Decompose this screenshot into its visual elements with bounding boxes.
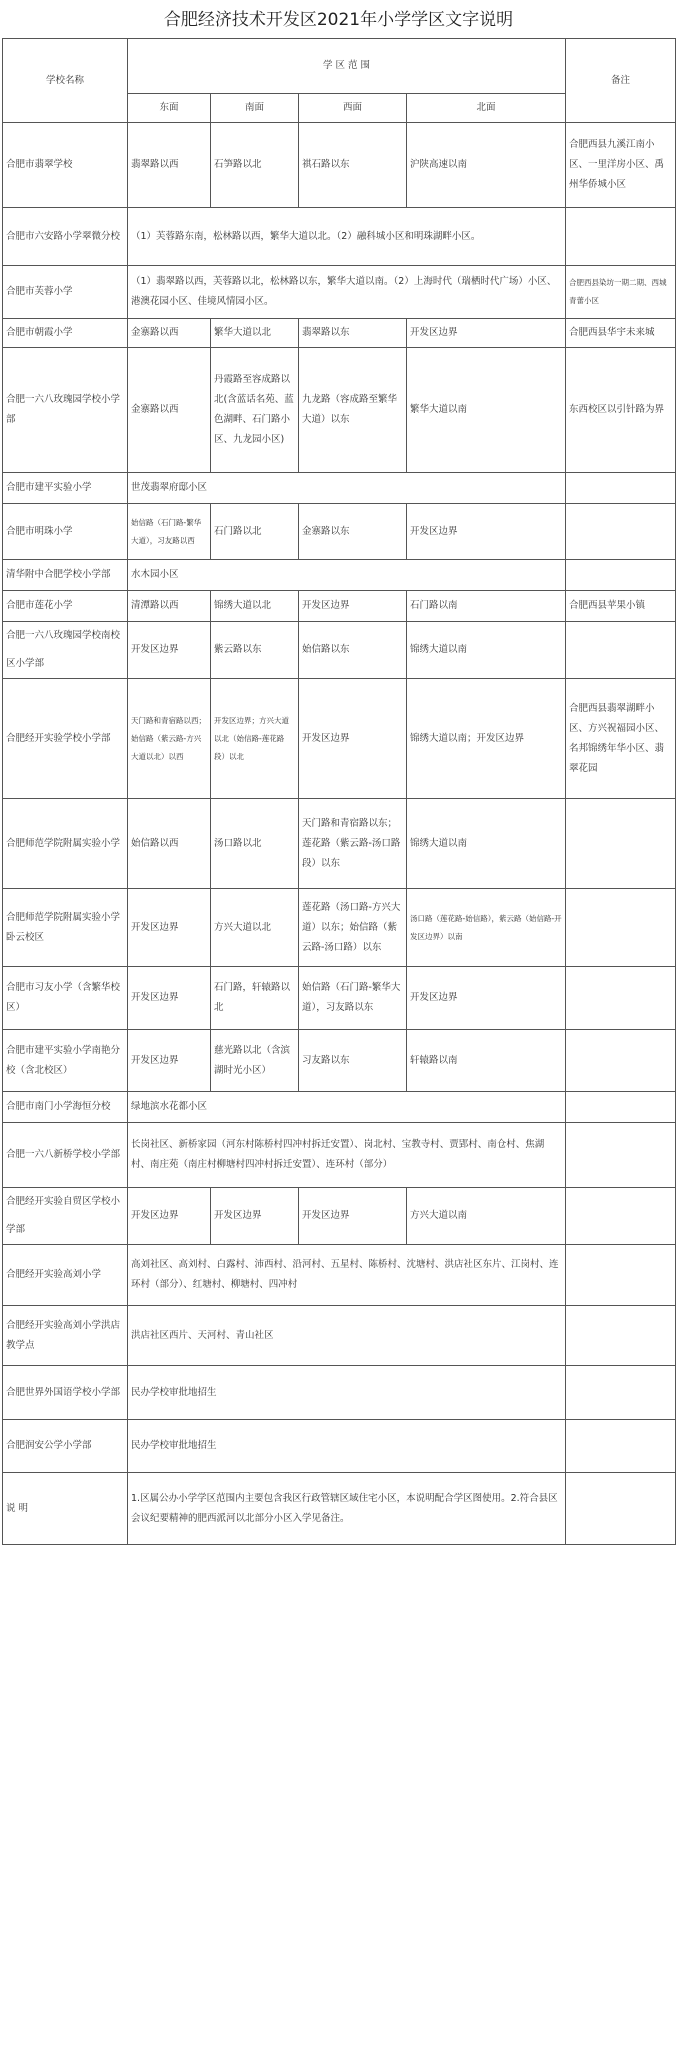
north-cell: 方兴大道以南 — [407, 1188, 566, 1245]
school-name-cell: 合肥一六八新桥学校小学部 — [3, 1123, 128, 1188]
west-cell: 莲花路（汤口路-方兴大道）以东；始信路（紫云路-汤口路）以东 — [299, 889, 407, 967]
north-cell: 轩辕路以南 — [407, 1030, 566, 1092]
north-cell: 开发区边界 — [407, 967, 566, 1030]
remark-cell — [566, 1473, 676, 1545]
table-row — [3, 889, 676, 967]
table-row — [3, 473, 676, 504]
school-name-cell: 清华附中合肥学校小学部 — [3, 560, 128, 591]
table-row — [3, 679, 676, 799]
range-cell: 绿地滨水花都小区 — [128, 1092, 566, 1123]
remark-cell — [566, 504, 676, 560]
school-name-cell: 合肥市建平实验小学 — [3, 473, 128, 504]
remark-cell — [566, 560, 676, 591]
school-name-cell: 合肥师范学院附属实验小学 — [3, 799, 128, 889]
table-row — [3, 967, 676, 1030]
east-cell: 开发区边界 — [128, 967, 211, 1030]
school-name-cell: 合肥市朝霞小学 — [3, 319, 128, 348]
south-cell: 石门路，轩辕路以北 — [211, 967, 299, 1030]
school-name-cell: 合肥世界外国语学校小学部 — [3, 1366, 128, 1420]
remark-cell — [566, 1245, 676, 1306]
west-cell: 金寨路以东 — [299, 504, 407, 560]
east-cell: 金寨路以西 — [128, 319, 211, 348]
remark-cell — [566, 473, 676, 504]
remark-cell: 合肥西县苹果小镇 — [566, 591, 676, 622]
remark-cell — [566, 1306, 676, 1366]
west-cell: 天门路和青宿路以东；莲花路（紫云路-汤口路段）以东 — [299, 799, 407, 889]
header-range: 学 区 范 围 — [128, 39, 566, 94]
table-row — [3, 1030, 676, 1092]
school-name-cell: 合肥市南门小学海恒分校 — [3, 1092, 128, 1123]
school-name-cell: 合肥润安公学小学部 — [3, 1420, 128, 1473]
school-name-cell: 合肥市翡翠学校 — [3, 123, 128, 208]
school-name-cell: 合肥市六安路小学翠微分校 — [3, 208, 128, 266]
range-cell: 民办学校审批地招生 — [128, 1420, 566, 1473]
school-name-cell: 合肥市习友小学（含繁华校区） — [3, 967, 128, 1030]
table-row — [3, 1366, 676, 1420]
north-cell: 锦绣大道以南 — [407, 799, 566, 889]
south-cell: 石门路以北 — [211, 504, 299, 560]
east-cell: 天门路和青宿路以西；始信路（紫云路-方兴大道以北）以西 — [128, 679, 211, 799]
range-cell: 1.区属公办小学学区范围内主要包含我区行政管辖区域住宅小区，本说明配合学区图使用。2.符合县区会议纪要精神的肥西派河以北部分小区入学见备注。 — [128, 1473, 566, 1545]
east-cell: 开发区边界 — [128, 889, 211, 967]
range-cell: 民办学校审批地招生 — [128, 1366, 566, 1420]
school-name-cell: 合肥市建平实验小学南艳分校（含北校区） — [3, 1030, 128, 1092]
remark-cell — [566, 622, 676, 679]
north-cell: 开发区边界 — [407, 319, 566, 348]
south-cell: 开发区边界 — [211, 1188, 299, 1245]
east-cell: 开发区边界 — [128, 622, 211, 679]
north-cell: 繁华大道以南 — [407, 348, 566, 473]
table-row — [3, 208, 676, 266]
remark-cell — [566, 208, 676, 266]
school-name-cell: 合肥经开实验学校小学部 — [3, 679, 128, 799]
west-cell: 始信路（石门路-繁华大道），习友路以东 — [299, 967, 407, 1030]
header-east: 东面 — [128, 94, 211, 123]
east-cell: 始信路以西 — [128, 799, 211, 889]
school-name-cell: 合肥市芙蓉小学 — [3, 266, 128, 319]
remark-cell: 东西校区以引针路为界 — [566, 348, 676, 473]
remark-cell — [566, 889, 676, 967]
header-remark: 备注 — [566, 39, 676, 123]
table-row — [3, 123, 676, 208]
west-cell: 九龙路（容成路至繁华大道）以东 — [299, 348, 407, 473]
west-cell: 开发区边界 — [299, 1188, 407, 1245]
south-cell: 慈光路以北（含滨湖时光小区） — [211, 1030, 299, 1092]
east-cell: 清潭路以西 — [128, 591, 211, 622]
remark-cell — [566, 799, 676, 889]
north-cell: 锦绣大道以南；开发区边界 — [407, 679, 566, 799]
school-name-cell: 合肥经开实验高刘小学 — [3, 1245, 128, 1306]
school-name-cell: 合肥经开实验高刘小学洪店教学点 — [3, 1306, 128, 1366]
east-cell: 金寨路以西 — [128, 348, 211, 473]
south-cell: 开发区边界；方兴大道以北（始信路-莲花路段）以北 — [211, 679, 299, 799]
header-row-1 — [3, 39, 676, 94]
range-cell: 水木园小区 — [128, 560, 566, 591]
table-row — [3, 1188, 676, 1245]
header-west: 西面 — [299, 94, 407, 123]
table-row — [3, 622, 676, 679]
south-cell: 繁华大道以北 — [211, 319, 299, 348]
remark-cell: 合肥西县九溪江南小区、一里洋房小区、禹州华侨城小区 — [566, 123, 676, 208]
table-row — [3, 1420, 676, 1473]
north-cell: 开发区边界 — [407, 504, 566, 560]
east-cell: 翡翠路以西 — [128, 123, 211, 208]
school-name-cell: 合肥一六八玫瑰园学校南校区小学部 — [3, 622, 128, 679]
table-row — [3, 1473, 676, 1545]
range-cell: （1）翡翠路以西，芙蓉路以北，松林路以东，繁华大道以南。（2）上海时代（瑞栖时代广场）小区、港澳花园小区、佳境风情园小区。 — [128, 266, 566, 319]
north-cell: 汤口路（莲花路-始信路），紫云路（始信路-开发区边界）以南 — [407, 889, 566, 967]
remark-cell — [566, 1420, 676, 1473]
north-cell: 石门路以南 — [407, 591, 566, 622]
school-name-cell: 合肥市明珠小学 — [3, 504, 128, 560]
range-cell: 长岗社区、新桥家园（河东村陈桥村四冲村拆迁安置）、岗北村、宝教寺村、贾郢村、南仓村、焦湖村、南庄苑（南庄村柳塘村四冲村拆迁安置）、连环村（部分） — [128, 1123, 566, 1188]
west-cell: 开发区边界 — [299, 679, 407, 799]
south-cell: 锦绣大道以北 — [211, 591, 299, 622]
south-cell: 汤口路以北 — [211, 799, 299, 889]
south-cell: 石笋路以北 — [211, 123, 299, 208]
table-row — [3, 1306, 676, 1366]
school-name-cell: 说 明 — [3, 1473, 128, 1545]
remark-cell: 合肥西县翡翠湖畔小区、方兴祝福园小区、名邦锦绣年华小区、翡翠花园 — [566, 679, 676, 799]
table-row — [3, 591, 676, 622]
table-row — [3, 1123, 676, 1188]
school-name-cell: 合肥师范学院附属实验小学卧云校区 — [3, 889, 128, 967]
table-row — [3, 1245, 676, 1306]
table-body — [3, 39, 676, 1545]
north-cell: 沪陕高速以南 — [407, 123, 566, 208]
header-school-name: 学校名称 — [3, 39, 128, 123]
west-cell: 始信路以东 — [299, 622, 407, 679]
range-cell: 洪店社区西片、天河村、青山社区 — [128, 1306, 566, 1366]
header-south: 南面 — [211, 94, 299, 123]
header-north: 北面 — [407, 94, 566, 123]
south-cell: 丹霞路至容成路以北(含蓝话名苑、蓝色湖畔、石门路小区、九龙园小区) — [211, 348, 299, 473]
table-row — [3, 319, 676, 348]
remark-cell: 合肥西县华宇未来城 — [566, 319, 676, 348]
table-row — [3, 560, 676, 591]
remark-cell — [566, 1123, 676, 1188]
school-name-cell: 合肥经开实验自贸区学校小学部 — [3, 1188, 128, 1245]
table-row — [3, 1092, 676, 1123]
west-cell: 翡翠路以东 — [299, 319, 407, 348]
school-name-cell: 合肥一六八玫瑰园学校小学部 — [3, 348, 128, 473]
district-table — [2, 38, 676, 1545]
table-row — [3, 348, 676, 473]
west-cell: 开发区边界 — [299, 591, 407, 622]
remark-cell — [566, 1030, 676, 1092]
remark-cell — [566, 967, 676, 1030]
remark-cell — [566, 1188, 676, 1245]
range-cell: 高刘社区、高刘村、白露村、沛西村、沿河村、五星村、陈桥村、沈塘村、洪店社区东片、江岗村、连环村（部分）、红塘村、柳塘村、四冲村 — [128, 1245, 566, 1306]
north-cell: 锦绣大道以南 — [407, 622, 566, 679]
remark-cell — [566, 1092, 676, 1123]
east-cell: 始信路（石门路-繁华大道），习友路以西 — [128, 504, 211, 560]
south-cell: 方兴大道以北 — [211, 889, 299, 967]
table-row — [3, 504, 676, 560]
remark-cell — [566, 1366, 676, 1420]
east-cell: 开发区边界 — [128, 1188, 211, 1245]
west-cell: 习友路以东 — [299, 1030, 407, 1092]
west-cell: 祺石路以东 — [299, 123, 407, 208]
document-title: 合肥经济技术开发区2021年小学学区文字说明 — [163, 10, 514, 30]
range-cell: （1）芙蓉路东南，松林路以西，繁华大道以北。（2）融科城小区和明珠湖畔小区。 — [128, 208, 566, 266]
range-cell: 世茂翡翠府邸小区 — [128, 473, 566, 504]
south-cell: 紫云路以东 — [211, 622, 299, 679]
table-row — [3, 266, 676, 319]
remark-cell: 合肥西县染坊一期二期、西城青蕾小区 — [566, 266, 676, 319]
east-cell: 开发区边界 — [128, 1030, 211, 1092]
table-row — [3, 799, 676, 889]
school-name-cell: 合肥市莲花小学 — [3, 591, 128, 622]
